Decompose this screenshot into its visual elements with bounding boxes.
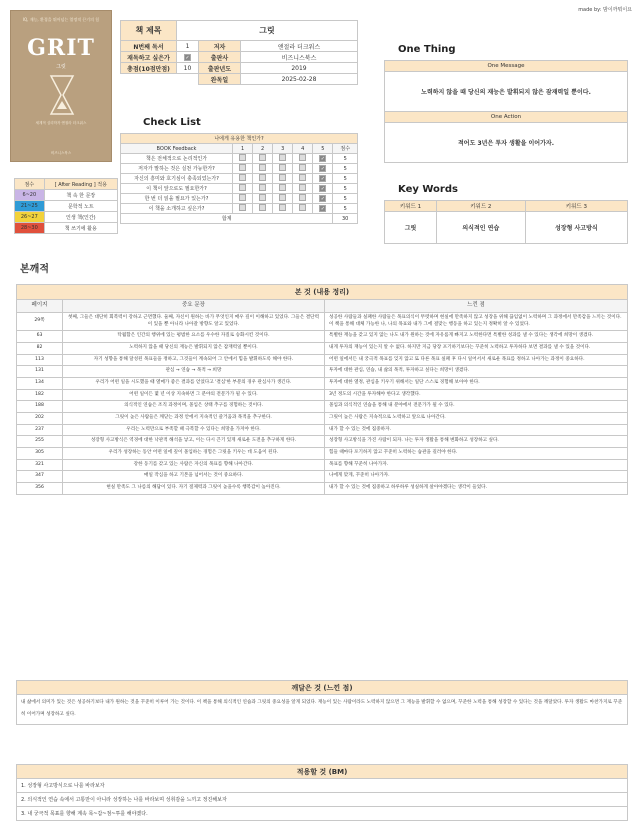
checklist-cell[interactable]	[253, 194, 273, 204]
notes-sentence: 노력하지 않을 때 당신의 재능은 발휘되지 않은 잠재력일 뿐이다.	[63, 343, 325, 355]
notes-feeling: 내가 할 수 있는 것에 집중하고 하루하루 성실하게 살아야겠다는 생각이 들었다.	[325, 482, 628, 494]
checkbox[interactable]	[239, 174, 246, 181]
total-score-label: 총점(10점만점)	[121, 63, 177, 74]
one-action-text: 적어도 3년은 투자 생활을 이어가자.	[385, 123, 628, 163]
legend-row	[15, 223, 118, 234]
title-value: 그릿	[177, 21, 358, 41]
checklist-cell[interactable]	[313, 164, 333, 174]
apply-section	[16, 764, 628, 821]
notes-row	[17, 378, 628, 390]
checklist-row	[121, 164, 358, 174]
checklist-cell[interactable]	[273, 174, 293, 184]
legend-range: 28~30	[15, 223, 45, 234]
checklist-cell[interactable]	[273, 154, 293, 164]
notes-row	[17, 389, 628, 401]
checkbox[interactable]: ✓	[320, 156, 325, 162]
col-5: 5	[313, 144, 333, 154]
book-cover	[10, 10, 112, 162]
read-count-label: N번째 독서	[121, 41, 177, 52]
checkbox[interactable]	[259, 184, 266, 191]
checklist-score: 5	[333, 174, 358, 184]
legend-range: 26~27	[15, 212, 45, 223]
realize-banner: 깨달은 것 (느낀 점)	[16, 680, 628, 695]
reread-value[interactable]	[177, 52, 199, 63]
checklist-cell[interactable]	[253, 154, 273, 164]
checklist-row	[121, 204, 358, 214]
checklist-cell[interactable]	[253, 204, 273, 214]
notes-sentence: 어떤 일이든 몇 년 이상 지속하면 그 분야의 전문가가 될 수 있다.	[63, 389, 325, 401]
legend-row	[15, 212, 118, 223]
one-thing-title: One Thing	[398, 44, 456, 55]
score-col-label: 점수	[333, 144, 358, 154]
one-message-text: 노력하지 않을 때 당신의 재능은 발휘되지 않은 잠재력일 뿐이다.	[385, 72, 628, 112]
checkbox[interactable]	[279, 194, 286, 201]
checklist-cell[interactable]	[313, 174, 333, 184]
notes-feeling: 몰입과 의식적인 연습을 통해 내 분야에서 전문가가 될 수 있다.	[325, 401, 628, 413]
notes-sentence: 첫째, 그들은 대단히 회복력이 강하고 근면했다. 둘째, 자신이 원하는 바가 무엇인지 매우 깊이 이해하고 있었다. 그들은 결단력이 있을 뿐 아니라 나아갈 방향도 알고 있었다.	[63, 313, 325, 331]
notes-page: 347	[17, 471, 63, 483]
checklist-score: 5	[333, 184, 358, 194]
checklist-score: 5	[333, 204, 358, 214]
col-4: 4	[293, 144, 313, 154]
author-label: 저자	[199, 41, 241, 52]
title-label: 책 제목	[121, 21, 177, 41]
notes-row	[17, 459, 628, 471]
cover-subtitle: 그릿	[56, 64, 66, 70]
notes-feeling: 내게 투자의 재능이 있는지 알 수 없다. 하지만 지금 당장 포기하기보다는 꾸준히 노력하고 투자하다 보면 결과를 낼 수 있을 것이다.	[325, 343, 628, 355]
checklist-cell[interactable]	[293, 164, 313, 174]
checklist-cell[interactable]	[233, 154, 253, 164]
notes-row	[17, 482, 628, 494]
cover-title: GRIT	[27, 35, 95, 61]
checklist-cell[interactable]	[293, 174, 313, 184]
apply-item: 1. 성장형 사고방식으로 나를 바라보자	[16, 779, 628, 793]
notes-row	[17, 354, 628, 366]
realize-text: 내 삶에서 의미가 있는 것은 성공하기보다 내가 원하는 것을 꾸준히 이루어 가는 것이다. 이 책을 통해 의식적인 연습과 그릿의 중요성을 알게 되었다. 재능이 있는 사람이라도 노력하지 않으면 그 재능을 발휘할 수 없으며, 꾸준한 노력을 통해 성장할 수 있다는 것을 깨달았다. 투자 생활도 마찬가지로 꾸준히 이어가며 성장하고 싶다.	[16, 695, 628, 725]
checkbox[interactable]	[299, 154, 306, 161]
notes-page: 113	[17, 354, 63, 366]
notes-feeling: 그릿이 높은 사람은 지속적으로 노력하고 앞으로 나아간다.	[325, 413, 628, 425]
checkbox[interactable]	[279, 174, 286, 181]
notes-feeling: 성공한 사람들과 실패한 사람들은 목표의식이 뚜렷하며 현실에 만족하지 않고 성장을 위해 끊임없이 노력하며 그 과정에서 만족감을 느끼는 것이다. 이 책을 통해 대체 가능한 나, 나의 목표와 내가 그에 걸맞는 행동을 하고 있는지 정확히 알 수 있었다.	[325, 313, 628, 331]
checklist-question: 나에게 유용한 책인가?	[121, 134, 358, 144]
notes-row	[17, 366, 628, 378]
legend-text: 문학적 노트	[44, 201, 117, 212]
keyword-2-value: 의식적인 연습	[436, 212, 525, 244]
checkbox[interactable]	[299, 164, 306, 171]
cover-blurb: 세계적 심리학자 앤절라 더크워스	[35, 121, 87, 125]
total-value: 30	[333, 214, 358, 224]
checkbox[interactable]	[239, 154, 246, 161]
checklist-cell[interactable]	[313, 194, 333, 204]
reread-checkbox[interactable]: ✓	[185, 54, 190, 61]
checklist-cell[interactable]	[313, 204, 333, 214]
notes-sentence: 현실 만족도 그 나름의 해답이 있다. 자기 절제력과 그릿이 높을수록 행복감이 높아진다.	[63, 482, 325, 494]
checklist-cell[interactable]	[253, 164, 273, 174]
checklist-cell[interactable]	[273, 164, 293, 174]
notes-feeling: 3년 정도의 시간을 투자해야 한다고 생각했다.	[325, 389, 628, 401]
checklist-score: 5	[333, 164, 358, 174]
one-thing-box	[384, 60, 628, 163]
checklist-question-text: 이 책이 앞으로도 필요한가?	[121, 184, 233, 194]
checkbox[interactable]	[299, 204, 306, 211]
checklist-cell[interactable]	[253, 174, 273, 184]
checkbox[interactable]	[279, 154, 286, 161]
total-label: 합계	[121, 214, 333, 224]
notes-sentence: 우리가 성장하는 동안 어떤 일에 깊이 몰입하는 경험은 그릿을 키우는 데 도움이 된다.	[63, 447, 325, 459]
notes-page: 131	[17, 366, 63, 378]
total-score-value: 10	[177, 63, 199, 74]
checkbox[interactable]	[279, 164, 286, 171]
notes-banner: 본 것 (내용 정리)	[17, 285, 628, 300]
checklist-cell[interactable]	[293, 184, 313, 194]
realize-section	[16, 680, 628, 725]
notes-page: 82	[17, 343, 63, 355]
feedback-label: BOOK Feedback	[121, 144, 233, 154]
notes-feeling: 특별한 재능을 갖고 있지 않는 나도 내가 원하는 것에 자유롭게 빠지고 노력한다면 특별한 성과를 낼 수 있다는 생각에 희망이 생겼다.	[325, 331, 628, 343]
notes-sentence: 우리는 노력만으로 부족할 때 극복할 수 있다는 희망을 가져야 한다.	[63, 424, 325, 436]
checkbox[interactable]	[279, 204, 286, 211]
checklist-cell[interactable]	[233, 204, 253, 214]
checkbox[interactable]: ✓	[320, 196, 325, 202]
legend-text: 책 쓰기에 활용	[44, 223, 117, 234]
notes-sentence: 의식적인 연습은 조직 과정이며, 몰입은 상태 추구를 경험하는 것이다.	[63, 401, 325, 413]
checkbox[interactable]	[239, 184, 246, 191]
keyword-2-label: 키워드 2	[436, 201, 525, 212]
col-2: 2	[253, 144, 273, 154]
finish-date-label: 완독일	[199, 74, 241, 85]
book-info-table	[120, 20, 358, 85]
notes-page: 188	[17, 401, 63, 413]
checklist-cell[interactable]	[233, 184, 253, 194]
pub-year-value: 2019	[241, 63, 358, 74]
author-value: 앤절라 더크워스	[241, 41, 358, 52]
checkbox[interactable]	[279, 184, 286, 191]
notes-feeling: 투자에 대한 관심, 연습, 내 삶의 목적, 투자하고 싶다는 희망이 생겼다.	[325, 366, 628, 378]
checklist-question-text: 자신의 흥미와 호기심이 충족되었는가?	[121, 174, 233, 184]
checklist-score: 5	[333, 194, 358, 204]
checkbox[interactable]	[259, 164, 266, 171]
legend-text: 책 속 한 문장	[44, 190, 117, 201]
notes-sentence: 성장형 사고방식은 역경에 대한 낙관적 해석을 낳고, 이는 다시 끈기 있게 새로운 도전을 추구하게 한다.	[63, 436, 325, 448]
apply-banner: 적용할 것 (BM)	[16, 764, 628, 779]
checkbox[interactable]: ✓	[320, 206, 325, 212]
keywords-title: Key Words	[398, 184, 458, 195]
checklist-score: 5	[333, 154, 358, 164]
checklist-row	[121, 154, 358, 164]
checklist-row	[121, 194, 358, 204]
notes-page: 182	[17, 389, 63, 401]
checkbox[interactable]: ✓	[320, 186, 325, 192]
checkbox[interactable]	[239, 194, 246, 201]
legend-action-label: [ After Reading ] 적용	[44, 179, 117, 190]
checkbox[interactable]	[259, 154, 266, 161]
col-mid-header: 중요 문장	[63, 300, 325, 313]
checkbox[interactable]	[239, 164, 246, 171]
notes-sentence: 관심 → 연습 → 목적 → 희망	[63, 366, 325, 378]
notes-sentence: 그릿이 높은 사람들은 깨닫는 과정 안에서 지속적인 즐거움과 목적을 추구한다.	[63, 413, 325, 425]
notes-row	[17, 447, 628, 459]
notes-table	[16, 284, 628, 495]
hourglass-icon	[49, 75, 75, 115]
reread-label: 재독하고 싶은가	[121, 52, 177, 63]
notes-sentence: 우리가 어떤 일을 시도했을 때 열매가 좋은 결과를 얻었다고 '결심'한 부분의 경우 관심사가 생긴다.	[63, 378, 325, 390]
one-action-label: One Action	[385, 112, 628, 123]
checkbox[interactable]	[259, 204, 266, 211]
checkbox[interactable]	[259, 174, 266, 181]
keyword-3-value: 성장형 사고방식	[525, 212, 627, 244]
checklist-question-text: 책은 전체적으로 논리적인가	[121, 154, 233, 164]
checkbox[interactable]: ✓	[320, 176, 325, 182]
notes-sentence: 강한 동기를 갖고 있는 사람은 자신의 목표를 향해 나아간다.	[63, 459, 325, 471]
notes-page: 134	[17, 378, 63, 390]
notes-page: 29쪽	[17, 313, 63, 331]
checklist-row	[121, 174, 358, 184]
checklist-question-text: 한 번 더 읽을 필요가 있는가?	[121, 194, 233, 204]
notes-page: 356	[17, 482, 63, 494]
checklist-cell[interactable]	[273, 184, 293, 194]
notes-feeling: 어떤 일에서든 내 궁극적 목표를 잊지 않고 또 다른 목표 실패 후 다시 일어서서 새로운 목표를 정하고 나아가는 과정이 중요하다.	[325, 354, 628, 366]
legend-row	[15, 201, 118, 212]
notes-feeling: 투자에 대한 열정, 관심을 키우기 위해서는 일단 스스로 경험해 보아야 한다.	[325, 378, 628, 390]
notes-page: 202	[17, 413, 63, 425]
checkbox[interactable]	[239, 204, 246, 211]
checklist-cell[interactable]	[233, 164, 253, 174]
checklist-cell[interactable]	[313, 154, 333, 164]
notes-page: 63	[17, 331, 63, 343]
legend-score-label: 점수	[15, 179, 45, 190]
notes-heading: 본깨적	[20, 264, 49, 275]
publisher-label: 출판사	[199, 52, 241, 63]
legend-row	[15, 190, 118, 201]
legend-range: 6~20	[15, 190, 45, 201]
notes-feeling: 힘들 때마다 포기하지 않고 꾸준히 노력하는 습관을 길러야 한다.	[325, 447, 628, 459]
checklist-cell[interactable]	[273, 204, 293, 214]
legend-range: 21~25	[15, 201, 45, 212]
checklist-table	[120, 133, 358, 224]
cover-tagline: IQ, 재능, 환경을 뛰어넘는 열정적 끈기의 힘	[22, 17, 100, 22]
col-3: 3	[273, 144, 293, 154]
notes-row	[17, 313, 628, 331]
notes-row	[17, 401, 628, 413]
col-right-header: 느낀 점	[325, 300, 628, 313]
checkbox[interactable]	[299, 184, 306, 191]
notes-sentence: 매일 작심을 하고 기본을 넘어서는 것이 중요하다.	[63, 471, 325, 483]
cover-publisher: 비즈니스북스	[50, 151, 72, 155]
notes-page: 255	[17, 436, 63, 448]
checklist-cell[interactable]	[233, 194, 253, 204]
apply-item: 2. 의식적인 연습 속에서 고통만이 아니라 성장하는 나를 바라보며 성취감을 느끼고 정진해보자	[16, 793, 628, 807]
notes-feeling: 내가 할 수 있는 것에 집중하자.	[325, 424, 628, 436]
keyword-1-value: 그릿	[385, 212, 437, 244]
read-count-value: 1	[177, 41, 199, 52]
checklist-row	[121, 184, 358, 194]
notes-sentence: 자기 성향을 통해 달성된 목표들을 정하고, 그것들이 계속되어 그 안에서 힘을 발휘하도록 해야 한다.	[63, 354, 325, 366]
notes-feeling: 목표를 향해 꾸준히 나아가자.	[325, 459, 628, 471]
checklist-cell[interactable]	[253, 184, 273, 194]
checklist-cell[interactable]	[233, 174, 253, 184]
made-by-credit: made by: 밤이까뭐이요	[578, 7, 632, 13]
checklist-cell[interactable]	[273, 194, 293, 204]
notes-row	[17, 436, 628, 448]
col-page-header: 페이지	[17, 300, 63, 313]
pub-year-label: 출판년도	[199, 63, 241, 74]
notes-row	[17, 331, 628, 343]
keyword-1-label: 키워드 1	[385, 201, 437, 212]
legend-text: 인생 책(인간)	[44, 212, 117, 223]
notes-row	[17, 343, 628, 355]
checkbox[interactable]	[299, 194, 306, 201]
checklist-question-text: 이 책을 소개하고 싶은가?	[121, 204, 233, 214]
checklist-cell[interactable]	[313, 184, 333, 194]
one-message-label: One Message	[385, 61, 628, 72]
keywords-table	[384, 200, 628, 244]
checklist-cell[interactable]	[293, 204, 313, 214]
checklist-question-text: 저자가 말하는 것은 실천 가능한가?	[121, 164, 233, 174]
notes-row	[17, 471, 628, 483]
finish-date-value: 2025-02-28	[241, 74, 358, 85]
score-legend	[14, 178, 118, 234]
notes-page: 321	[17, 459, 63, 471]
checkbox[interactable]	[259, 194, 266, 201]
checkbox[interactable]	[299, 174, 306, 181]
notes-page: 305	[17, 447, 63, 459]
publisher-value: 비즈니스북스	[241, 52, 358, 63]
notes-sentence: 탁월함은 인간의 행위에 있는 평범한 요소를 우수한 자질로 승화시킨 것이다.	[63, 331, 325, 343]
col-1: 1	[233, 144, 253, 154]
apply-item: 3. 내 궁극적 목표를 향해 계속 목~갑~점~투를 해야겠다.	[16, 807, 628, 821]
notes-feeling: 성장형 사고방식을 가진 사람이 되자. 나는 투자 생활을 통해 변화하고 성장하고 싶다.	[325, 436, 628, 448]
notes-feeling: 나에게 맞게, 꾸준히 나아가자.	[325, 471, 628, 483]
notes-page: 237	[17, 424, 63, 436]
checklist-cell[interactable]	[293, 194, 313, 204]
checklist-cell[interactable]	[293, 154, 313, 164]
checklist-title: Check List	[143, 117, 201, 128]
keyword-3-label: 키워드 3	[525, 201, 627, 212]
checkbox[interactable]: ✓	[320, 166, 325, 172]
notes-row	[17, 424, 628, 436]
notes-row	[17, 413, 628, 425]
